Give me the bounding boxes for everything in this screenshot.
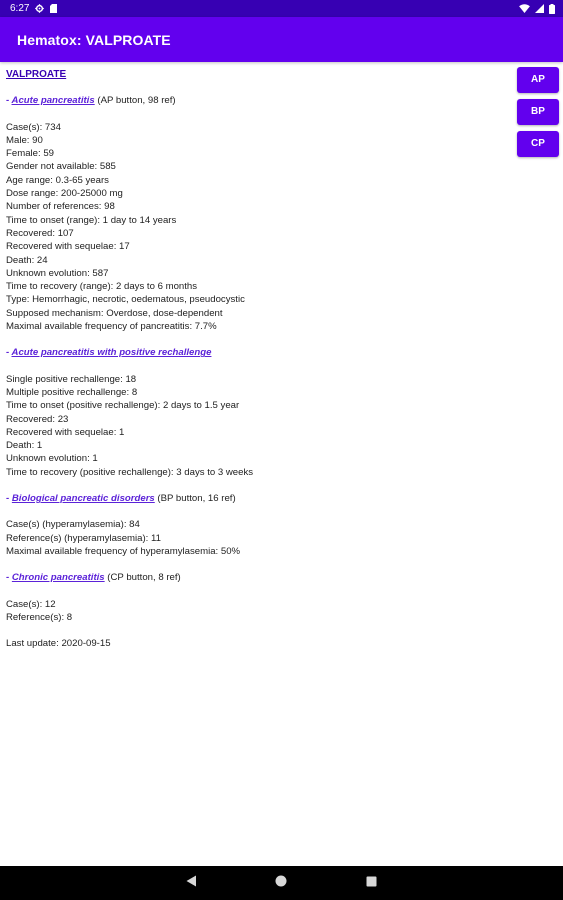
settings-icon	[35, 4, 44, 13]
section-heading-positive-rechallenge	[6, 346, 506, 359]
section-prefix: -	[6, 493, 12, 505]
app-bar	[0, 17, 563, 62]
section-title: Acute pancreatitis with positive rechallenge	[11, 347, 212, 359]
info-line: Age range: 0.3-65 years	[6, 174, 109, 186]
info-line: Time to onset (range): 1 day to 14 years	[6, 214, 177, 226]
info-line: Recovered: 107	[6, 227, 74, 239]
recent-square-icon	[366, 874, 377, 892]
info-line: Unknown evolution: 587	[6, 267, 109, 279]
info-line: Death: 24	[6, 254, 48, 266]
info-line: Recovered: 23	[6, 413, 69, 425]
info-line: Multiple positive rechallenge: 8	[6, 386, 138, 398]
info-line: Recovered with sequelae: 17	[6, 241, 130, 253]
info-line: Case(s) (hyperamylasemia): 84	[6, 519, 140, 531]
status-right	[519, 0, 555, 17]
section-lines-acute-pancreatitis	[6, 121, 506, 334]
info-line: Reference(s) (hyperamylasemia): 11	[6, 532, 161, 544]
last-update: Last update: 2020-09-15	[6, 638, 111, 650]
info-line: Female: 59	[6, 148, 54, 160]
section-prefix: -	[6, 95, 12, 107]
info-line: Recovered with sequelae: 1	[6, 426, 125, 438]
info-line: Male: 90	[6, 134, 43, 146]
ap-button[interactable]: AP	[517, 67, 559, 93]
section-title: Biological pancreatic disorders	[11, 493, 155, 505]
section-lines-positive-rechallenge	[6, 373, 506, 479]
section-heading-acute-pancreatitis	[6, 94, 506, 107]
section-note: (AP button, 98 ref)	[94, 95, 176, 107]
info-line: Reference(s): 8	[6, 611, 73, 623]
section-heading-chronic-pancreatitis	[6, 571, 506, 584]
section-prefix: -	[6, 347, 12, 359]
navigation-bar	[0, 866, 563, 900]
back-triangle-icon	[186, 874, 197, 892]
info-line: Type: Hemorrhagic, necrotic, oedematous, pseudocystic	[6, 294, 245, 306]
status-bar	[0, 0, 563, 17]
section-title-link[interactable]	[6, 347, 211, 358]
info-line: Dose range: 200-25000 mg	[6, 188, 123, 200]
info-line: Single positive rechallenge: 18	[6, 373, 137, 385]
drug-name-link[interactable]: VALPROATE	[6, 69, 67, 80]
drug-detail-content	[6, 68, 506, 650]
battery-icon	[549, 4, 555, 14]
info-line: Maximal available frequency of hyperamylasemia: 50%	[6, 545, 241, 557]
section-title: Chronic pancreatitis	[11, 572, 105, 584]
info-line: Time to onset (positive rechallenge): 2 days to 1.5 year	[6, 400, 240, 412]
info-line: Case(s): 12	[6, 598, 56, 610]
app-title: Hematox: VALPROATE	[17, 32, 171, 48]
info-line: Unknown evolution: 1	[6, 453, 98, 465]
section-lines-biological-disorders	[6, 518, 506, 558]
section-title-link[interactable]	[6, 95, 95, 106]
recent-apps-button[interactable]	[356, 866, 386, 900]
info-line: Gender not available: 585	[6, 161, 116, 173]
status-time: 6:27	[10, 3, 30, 14]
section-lines-chronic-pancreatitis	[6, 598, 506, 625]
info-line: Number of references: 98	[6, 201, 115, 213]
bp-button[interactable]: BP	[517, 99, 559, 125]
section-title-link[interactable]	[6, 572, 105, 583]
section-prefix: -	[6, 572, 12, 584]
status-left	[10, 0, 57, 17]
cp-button[interactable]: CP	[517, 131, 559, 157]
info-line: Supposed mechanism: Overdose, dose-dependent	[6, 307, 223, 319]
section-title-link[interactable]	[6, 493, 155, 504]
info-line: Time to recovery (positive rechallenge): 3 days to 3 weeks	[6, 466, 254, 478]
signal-icon	[535, 4, 544, 13]
section-note: (BP button, 16 ref)	[154, 493, 236, 505]
info-line: Death: 1	[6, 440, 43, 452]
info-line: Case(s): 734	[6, 121, 61, 133]
back-button[interactable]	[176, 866, 206, 900]
info-line: Maximal available frequency of pancreatitis: 7.7%	[6, 321, 217, 333]
sd-card-icon	[50, 4, 57, 13]
info-line: Time to recovery (range): 2 days to 6 months	[6, 281, 198, 293]
home-circle-icon	[275, 874, 287, 892]
section-note: (CP button, 8 ref)	[104, 572, 181, 584]
section-heading-biological-disorders	[6, 492, 506, 505]
section-title: Acute pancreatitis	[11, 95, 95, 107]
home-button[interactable]	[266, 866, 296, 900]
wifi-icon	[519, 4, 530, 13]
